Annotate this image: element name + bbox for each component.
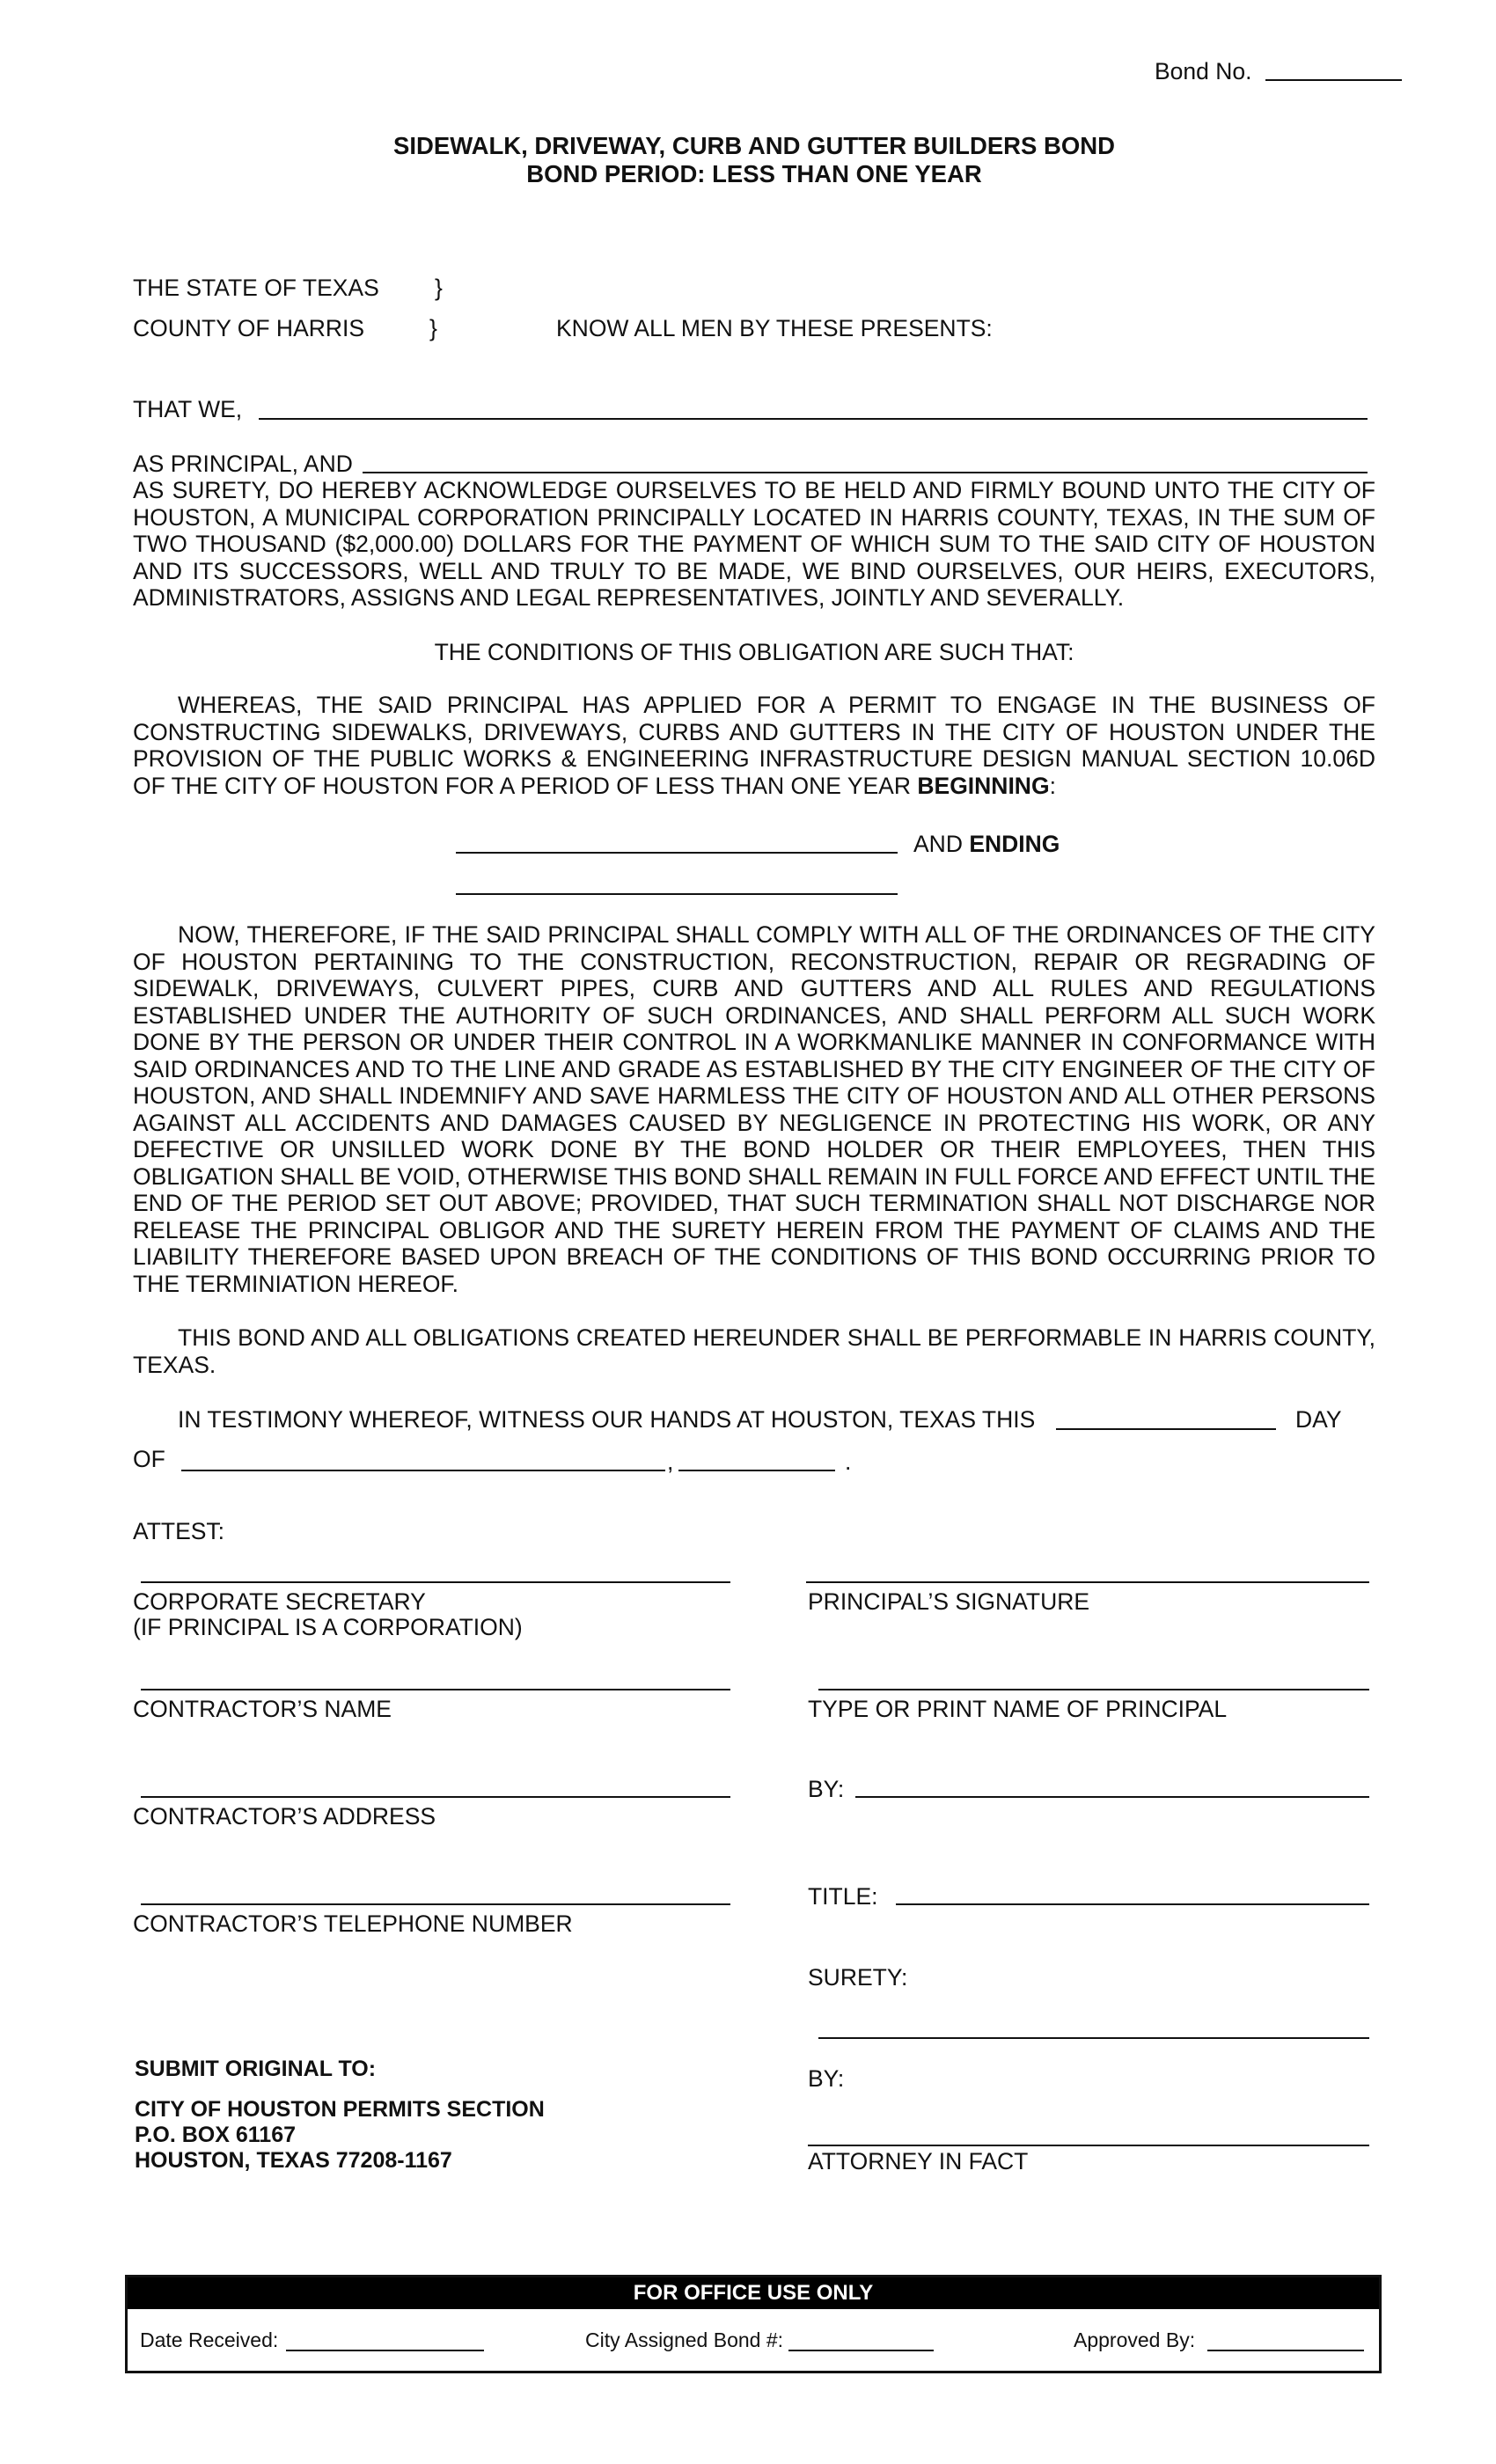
corporate-secretary-line[interactable] [141,1581,730,1583]
type-print-name-label: TYPE OR PRINT NAME OF PRINCIPAL [808,1696,1228,1722]
performable-paragraph: THIS BOND AND ALL OBLIGATIONS CREATED HEREUNDER SHALL BE PERFORMABLE IN HARRIS COUNTY, TEXAS. [133,1324,1375,1378]
principal-name-field[interactable] [259,418,1368,420]
contractor-phone-line[interactable] [141,1903,730,1905]
day-label: DAY [1295,1406,1342,1433]
testimony-period: . [845,1448,852,1475]
surety-by-label: BY: [808,2065,845,2092]
title-line-2: BOND PERIOD: LESS THAN ONE YEAR [526,160,982,187]
state-of-texas: THE STATE OF TEXAS [133,275,379,301]
approved-by-label: Approved By: [1074,2328,1196,2351]
beginning-colon: : [1049,772,1056,799]
submit-address-line-3: HOUSTON, TEXAS 77208-1167 [135,2148,452,2173]
ending-label: ENDING [969,831,1060,857]
testimony-comma: , [667,1448,674,1475]
by-label: BY: [808,1776,845,1802]
testimony-month-field[interactable] [181,1470,665,1471]
principal-signature-line[interactable] [806,1581,1369,1583]
brace-county: } [429,315,437,341]
contractor-phone-label: CONTRACTOR’S TELEPHONE NUMBER [133,1910,573,1937]
principal-name-line[interactable] [818,1689,1369,1690]
attest-label: ATTEST: [133,1518,225,1544]
contractor-name-label: CONTRACTOR’S NAME [133,1696,392,1722]
if-corporation-label: (IF PRINCIPAL IS A CORPORATION) [133,1614,523,1640]
beginning-label: BEGINNING [917,772,1050,799]
surety-label: SURETY: [808,1964,908,1991]
and-ending-label [913,831,1060,858]
contractor-address-line[interactable] [141,1796,730,1798]
testimony-day-field[interactable] [1056,1428,1276,1430]
submit-address-line-2: P.O. BOX 61167 [135,2123,296,2147]
surety-paragraph: AS SURETY, DO HEREBY ACKNOWLEDGE OURSELVES TO BE HELD AND FIRMLY BOUND UNTO THE CITY OF HOUSTON, A MUNICIPAL CORPORATION PRINCIPALLY LOCATED IN HARRIS COUNTY, TEXAS, IN THE SUM OF TWO THOUSAND ($2,000.00) DOLLARS FOR THE PAYMENT OF WHICH SUM TO THE SAID CITY OF HOUSTON AND ITS SUCCESSORS, WELL AND TRULY TO BE MADE, WE BIND OURSELVES, OUR HEIRS, EXECUTORS, ADMINISTRATORS, ASSIGNS AND LEGAL REPRESENTATIVES, JOINTLY AND SEVERALLY. [133,477,1375,611]
as-principal-label: AS PRINCIPAL, AND [133,451,353,477]
date-received-label: Date Received: [140,2328,279,2351]
submit-address-line-1: CITY OF HOUSTON PERMITS SECTION [135,2097,545,2122]
county-of-harris: COUNTY OF HARRIS [133,315,365,341]
principal-signature-label: PRINCIPAL’S SIGNATURE [808,1588,1090,1615]
title-line[interactable] [896,1903,1369,1905]
surety-name-field[interactable] [363,472,1368,473]
title-label: TITLE: [808,1883,878,1910]
testimony-text: IN TESTIMONY WHEREOF, WITNESS OUR HANDS AT HOUSTON, TEXAS THIS [178,1406,1036,1433]
surety-signature-line[interactable] [818,2037,1369,2039]
bond-no-label: Bond No. [1155,58,1252,84]
whereas-paragraph [133,692,1375,799]
attorney-in-fact-label: ATTORNEY IN FACT [808,2148,1029,2174]
ending-date-field[interactable] [456,893,898,895]
contractor-address-label: CONTRACTOR’S ADDRESS [133,1803,436,1830]
and-label: AND [913,831,963,857]
city-bond-label: City Assigned Bond #: [585,2328,784,2351]
know-all-men: KNOW ALL MEN BY THESE PRESENTS: [556,315,993,341]
now-therefore-paragraph: NOW, THEREFORE, IF THE SAID PRINCIPAL SHALL COMPLY WITH ALL OF THE ORDINANCES OF THE CITY OF HOUSTON PERTAINING TO THE CONSTRUCTION, RECONSTRUCTION, REPAIR OR REGRADING OF SIDEWALK, DRIVEWAYS, CULVERT PIPES, CURB AND GUTTERS AND ALL RULES AND REGULATIONS ESTABLISHED UNDER THE AUTHORITY OF SUCH ORDINANCES, AND SHALL PERFORM ALL SUCH WORK DONE BY THE PERSON OR UNDER THEIR CONTROL IN A WORKMANLIKE MANNER IN CONFORMANCE WITH SAID ORDINANCES AND TO THE LINE AND GRADE AS ESTABLISHED BY THE CITY ENGINEER OF THE CITY OF HOUSTON, AND SHALL INDEMNIFY AND SAVE HARMLESS THE CITY OF HOUSTON AND ALL OTHER PERSONS AGAINST ALL ACCIDENTS AND DAMAGES CAUSED BY NEGLIGENCE IN PROTECTING HIS WORK, OR ANY DEFECTIVE OR UNSILLED WORK DONE BY THE BOND HOLDER OR THEIR EMPLOYEES, THEN THIS OBLIGATION SHALL BE VOID, OTHERWISE THIS BOND SHALL REMAIN IN FULL FORCE AND EFFECT UNTIL THE END OF THE PERIOD SET OUT ABOVE; PROVIDED, THAT SUCH TERMINATION SHALL NOT DISCHARGE NOR RELEASE THE PRINCIPAL OBLIGOR AND THE SURETY HEREIN FROM THE PAYMENT OF CLAIMS AND THE LIABILITY THEREFORE BASED UPON BREACH OF THE CONDITIONS OF THIS BOND OCCURRING PRIOR TO THE TERMINIATION HEREOF. [133,921,1375,1297]
attorney-in-fact-line[interactable] [808,2145,1369,2146]
office-use-box [125,2275,1382,2373]
contractor-name-line[interactable] [141,1689,730,1690]
bond-no-field[interactable] [1265,79,1402,81]
office-use-header: FOR OFFICE USE ONLY [128,2277,1379,2309]
submit-original-label: SUBMIT ORIGINAL TO: [135,2057,377,2081]
city-bond-field[interactable] [788,2350,934,2351]
title-line-1: SIDEWALK, DRIVEWAY, CURB AND GUTTER BUILDERS BOND [393,132,1115,159]
approved-by-field[interactable] [1207,2350,1364,2351]
date-received-field[interactable] [286,2350,484,2351]
brace-state: } [435,275,443,301]
conditions-heading: THE CONDITIONS OF THIS OBLIGATION ARE SUCH THAT: [434,639,1074,665]
that-we-label: THAT WE, [133,396,243,422]
corporate-secretary-label: CORPORATE SECRETARY [133,1588,426,1615]
beginning-date-field[interactable] [456,852,898,854]
by-signature-line[interactable] [855,1796,1369,1798]
whereas-text: WHEREAS, THE SAID PRINCIPAL HAS APPLIED FOR A PERMIT TO ENGAGE IN THE BUSINESS OF CONSTRUCTING SIDEWALKS, DRIVEWAYS, CURBS AND GUTTERS IN THE CITY OF HOUSTON UNDER THE PROVISION OF THE PUBLIC WORKS & ENGINEERING INFRASTRUCTURE DESIGN MANUAL SECTION 10.06D OF THE CITY OF HOUSTON FOR A PERIOD OF LESS THAN ONE YEAR [133,692,1375,799]
of-label: OF [133,1446,165,1472]
testimony-year-field[interactable] [678,1470,835,1471]
